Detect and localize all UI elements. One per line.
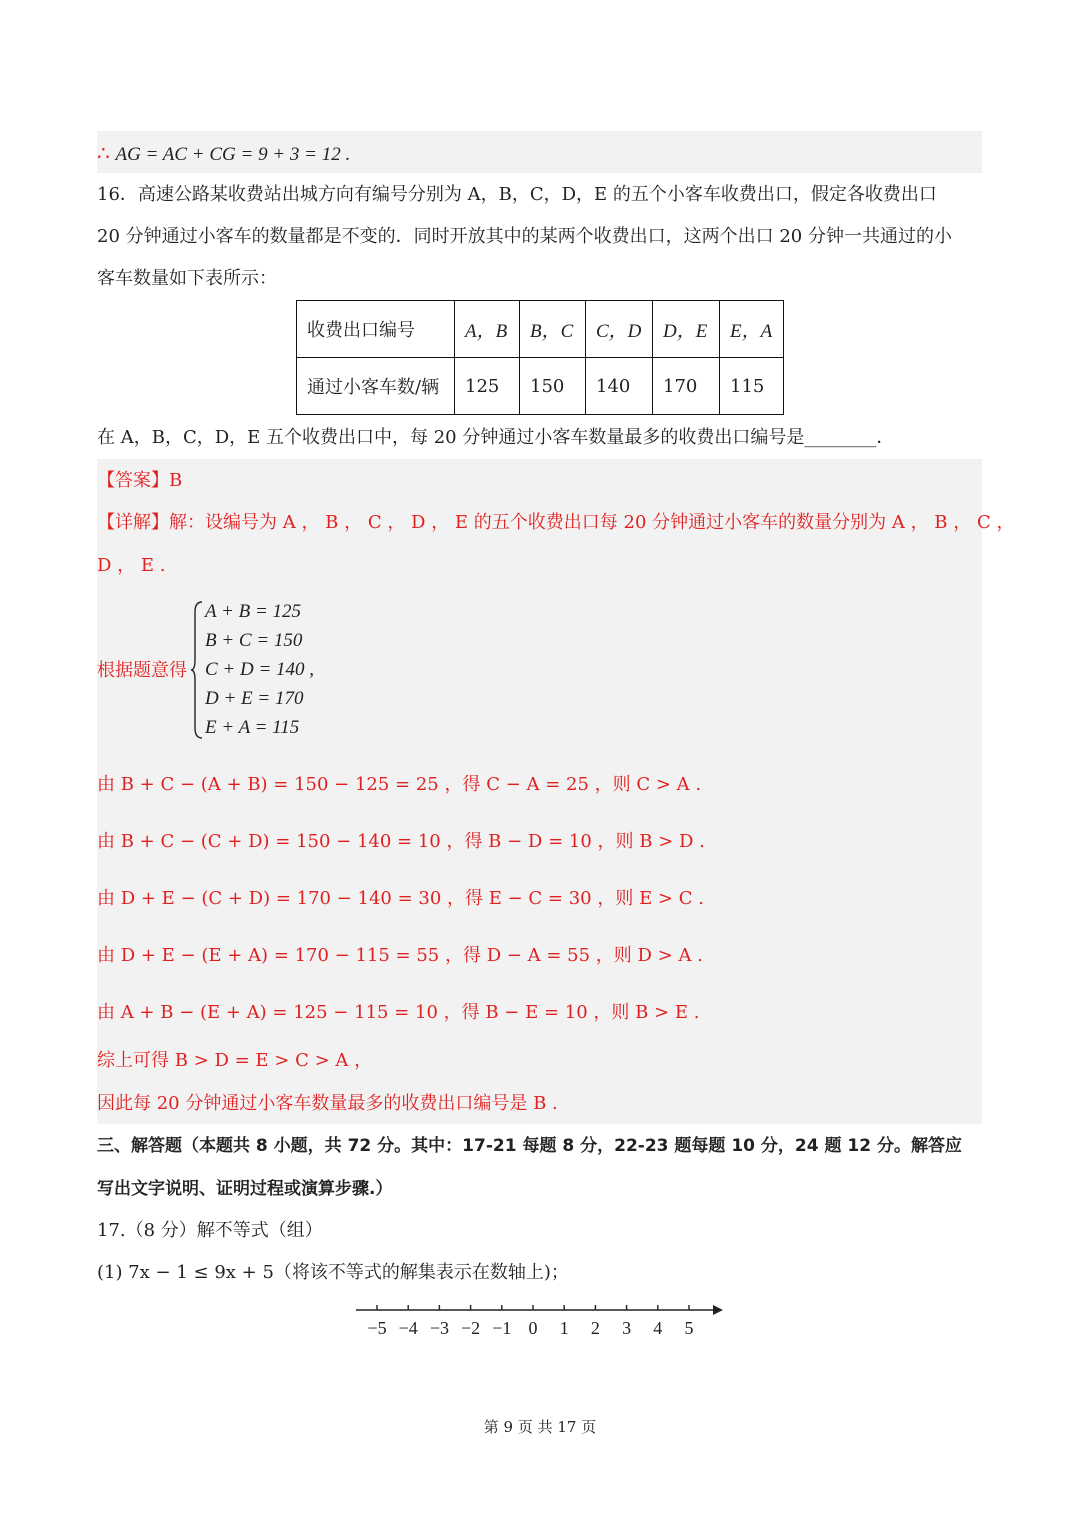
table-row <box>297 301 784 358</box>
detail-line2: D ， E . <box>97 555 166 576</box>
table-cell: E，A <box>720 301 784 358</box>
step-2: 由 B + C − (C + D) = 150 − 140 = 10 ，得 B − D = 10 ，则 B > D . <box>97 831 705 852</box>
system-eq-1: A + B = 125 <box>205 601 302 622</box>
table-cell: D，E <box>653 301 720 358</box>
system-eq-5: E + A = 115 <box>205 717 300 738</box>
number-line-tick-label: 3 <box>622 1318 632 1338</box>
q16-line1: 16．高速公路某收费站出城方向有编号分别为 A，B，C，D，E 的五个小客车收费出口，假定各收费出口 <box>97 184 937 205</box>
table-row-header: 通过小客车数/辆 <box>297 358 455 415</box>
step-5: 由 A + B − (E + A) = 125 − 115 = 10 ，得 B − E = 10 ，则 B > E . <box>97 1002 700 1023</box>
step-1: 由 B + C − (A + B) = 150 − 125 = 25 ，得 C − A = 25 ，则 C > A . <box>97 774 702 795</box>
number-line-tick-label: 5 <box>684 1318 694 1338</box>
step-3: 由 D + E − (C + D) = 170 − 140 = 30 ，得 E − C = 30 ，则 E > C . <box>97 888 704 909</box>
number-line-tick-label: −2 <box>461 1318 481 1338</box>
conclusion: 因此每 20 分钟通过小客车数量最多的收费出口编号是 B . <box>97 1093 558 1114</box>
system-intro: 根据题意得 <box>97 660 187 681</box>
table-cell: 140 <box>586 358 653 415</box>
number-line-tick-label: −5 <box>367 1318 387 1338</box>
number-line-tick-label: 1 <box>559 1318 569 1338</box>
page-footer: 第 9 页 共 17 页 <box>483 1418 597 1436</box>
section3-line2: 写出文字说明、证明过程或演算步骤.） <box>97 1179 393 1199</box>
table-row-header: 收费出口编号 <box>297 301 455 358</box>
table-cell: A，B <box>455 301 520 358</box>
system-eq-2: B + C = 150 <box>205 630 303 651</box>
table-cell: B，C <box>520 301 586 358</box>
number-line-arrow-icon <box>713 1305 723 1315</box>
section3-line1: 三、解答题（本题共 8 小题，共 72 分。其中：17-21 每题 8 分，22-23 题每题 10 分，24 题 12 分。解答应 <box>97 1136 962 1156</box>
q16-line2: 20 分钟通过小客车的数量都是不变的．同时开放其中的某两个收费出口，这两个出口 20 分钟一共通过的小 <box>97 226 952 247</box>
number-line-tick-label: 4 <box>653 1318 663 1338</box>
answer-label: 【答案】B <box>97 470 183 491</box>
prev-conclusion: ∴ AG = AC + CG = 9 + 3 = 12 . <box>97 141 351 165</box>
detail-line1: 【详解】解：设编号为 A ， B ， C ， D ， E 的五个收费出口每 20 分钟通过小客车的数量分别为 A ， B ， C ， <box>97 512 1015 533</box>
number-line-tick-label: −4 <box>398 1318 418 1338</box>
table-row <box>297 358 784 415</box>
number-line-tick-label: 0 <box>528 1318 538 1338</box>
q16-table <box>296 300 784 415</box>
table-cell: 150 <box>520 358 586 415</box>
q16-line3: 客车数量如下表所示： <box>97 268 277 289</box>
q17-title: 17.（8 分）解不等式（组） <box>97 1220 323 1241</box>
q17-part1: (1) 7x − 1 ≤ 9x + 5（将该不等式的解集表示在数轴上)； <box>97 1262 569 1283</box>
table-cell: 125 <box>455 358 520 415</box>
table-cell: 115 <box>720 358 784 415</box>
system-eq-4: D + E = 170 <box>205 688 304 709</box>
number-line-tick-label: −3 <box>429 1318 449 1338</box>
system-brace <box>190 600 204 740</box>
table-cell: C，D <box>586 301 653 358</box>
number-line-tick-label: 2 <box>590 1318 600 1338</box>
system-eq-3: C + D = 140 , <box>205 659 315 680</box>
q16-question: 在 A，B，C，D，E 五个收费出口中，每 20 分钟通过小客车数量最多的收费出口编号是________． <box>97 427 895 448</box>
summary: 综上可得 B > D = E > C > A ， <box>97 1050 373 1071</box>
table-cell: 170 <box>653 358 720 415</box>
number-line <box>350 1296 730 1344</box>
number-line-tick-label: −1 <box>492 1318 512 1338</box>
prev-conclusion-text: AG = AC + CG = 9 + 3 = 12 . <box>115 144 351 165</box>
step-4: 由 D + E − (E + A) = 170 − 115 = 55 ，得 D − A = 55 ，则 D > A . <box>97 945 703 966</box>
